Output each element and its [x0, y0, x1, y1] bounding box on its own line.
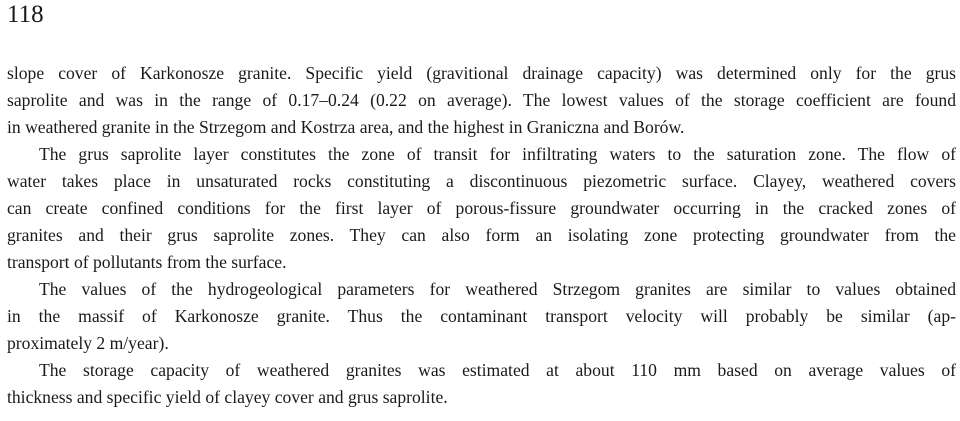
text-line: can create confined conditions for the first layer of porous-fissure groundwater occurring in the cracked zones of [7, 198, 956, 218]
text-line: proximately 2 m/year). [7, 333, 169, 353]
text-line: saprolite and was in the range of 0.17–0.24 (0.22 on average). The lowest values of the storage coefficient are found [7, 90, 956, 110]
text-line: transport of pollutants from the surface. [7, 252, 287, 272]
text-line: granites and their grus saprolite zones. They can also form an isolating zone protecting groundwater from the [7, 225, 956, 245]
page-body [7, 60, 956, 411]
page-number: 118 [7, 1, 44, 28]
text-line: thickness and specific yield of clayey cover and grus saprolite. [7, 387, 448, 407]
text-line: The grus saprolite layer constitutes the zone of transit for infiltrating waters to the saturation zone. The flow of [39, 144, 956, 164]
text-line: water takes place in unsaturated rocks constituting a discontinuous piezometric surface. Clayey, weathered covers [7, 171, 956, 191]
text-line: The values of the hydrogeological parameters for weathered Strzegom granites are similar to values obtained [39, 279, 956, 299]
text-line: in the massif of Karkonosze granite. Thus the contaminant transport velocity will probably be similar (ap- [7, 306, 956, 326]
text-line: in weathered granite in the Strzegom and Kostrza area, and the highest in Graniczna and Borów. [7, 117, 685, 137]
text-line: slope cover of Karkonosze granite. Specific yield (gravitional drainage capacity) was determined only for the grus [7, 63, 956, 83]
text-line: The storage capacity of weathered granites was estimated at about 110 mm based on average values of [39, 360, 956, 380]
